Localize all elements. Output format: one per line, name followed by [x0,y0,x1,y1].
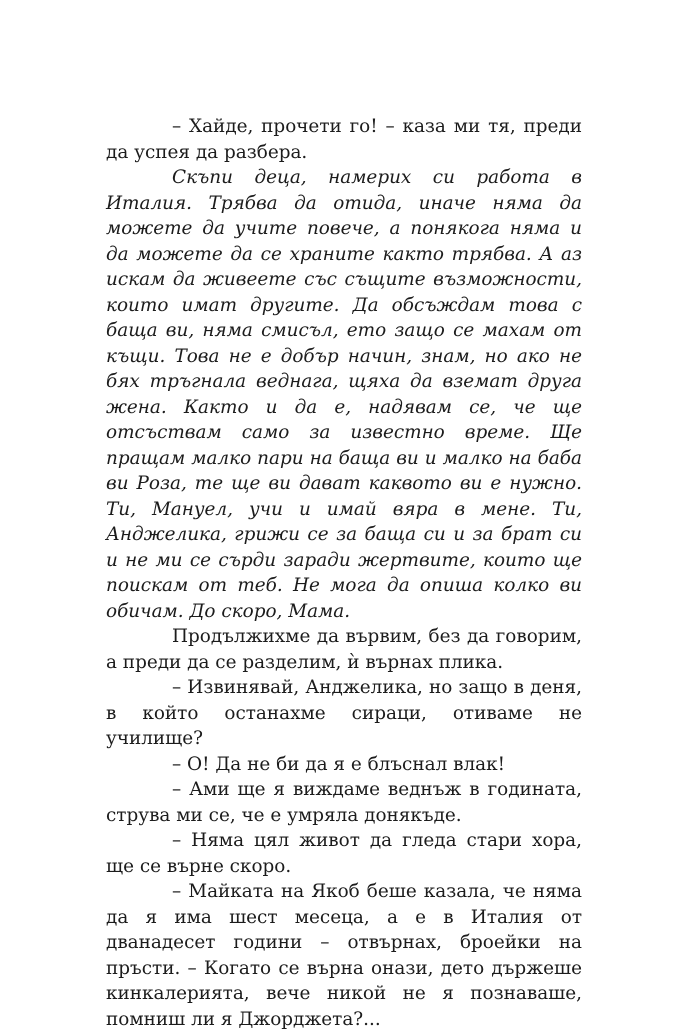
dialogue-line-4: – Няма цял живот да гледа стари хора, ще се върне скоро. [106,830,582,877]
dialogue-line-5: – Майката на Якоб беше казала, че няма да я има шест месеца, а е в Италия от дванадесет години – отвърнах, броейки на пръсти. – Когато се върна онази, дето държеше кинкалерията, вече никой не я познаваше, помниш ли я Джорджета?... [106,881,582,1030]
paragraph-1: – Хайде, прочети го! – каза ми тя, преди да успея да разбера. [106,116,582,163]
letter-paragraph: Скъпи деца, намерих си работа в Италия. Трябва да отида, иначе няма да можете да учите повече, а понякога няма и да можете да се храните както трябва. А аз искам да живеете със същите възможности, които имат другите. Да обсъждам това с баща ви, няма смисъл, ето защо се махам от къщи. Това не е добър начин, знам, но ако не бях тръгнала веднага, щяха да вземат друга жена. Както и да е, надявам се, че ще отсъствам само за известно време. Ще пращам малко пари на баща ви и малко на баба ви Роза, те ще ви дават каквото ви е нужно. Ти, Мануел, учи и имай вяра в мене. Ти, Анджелика, грижи се за баща си и за брат си и не ми се сърди заради жертвите, които ще поискам от теб. Не мога да опиша колко ви обичам. До скоро, Мама. [106,167,582,622]
paragraph-3: Продължихме да вървим, без да говорим, а преди да се разделим, ѝ върнах плика. [106,626,582,673]
dialogue-line-1: – Извинявай, Анджелика, но защо в деня, в който останахме сираци, отиваме не училище? [106,677,582,749]
page-text [106,114,582,1032]
dialogue-line-3: – Ами ще я виждаме веднъж в годината, струва ми се, че е умряла донякъде. [106,779,582,826]
dialogue-line-2: – О! Да не би да я е блъснал влак! [172,753,505,775]
